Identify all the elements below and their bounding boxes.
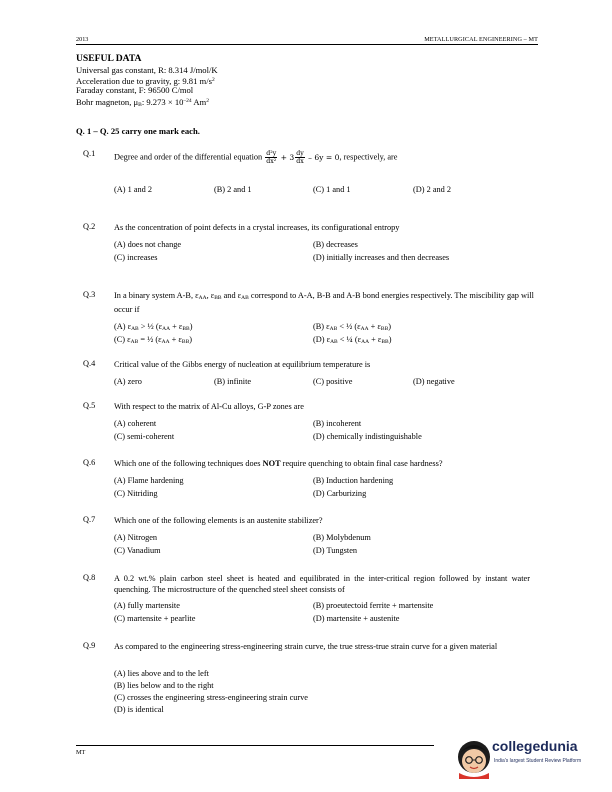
option-b: (B) decreases [313, 240, 358, 249]
option-a: (A) fully martensite [114, 601, 180, 610]
question-number: Q.5 [83, 401, 96, 410]
option-a: (A) Nitrogen [114, 533, 158, 542]
option-c: (C) 1 and 1 [313, 185, 351, 194]
option-d: (D) negative [413, 377, 455, 386]
option-c: (C) εAB = ½ (εAA + εBB) [114, 335, 193, 345]
logo-tagline: India's largest Student Review Platform [494, 758, 582, 764]
option-a: (A) zero [114, 377, 142, 386]
option-d: (D) martensite + austenite [313, 614, 400, 623]
option-d: (D) is identical [114, 705, 164, 714]
footer-divider [76, 745, 434, 746]
section-heading: Q. 1 – Q. 25 carry one mark each. [76, 126, 200, 136]
option-c: (C) crosses the engineering stress-engineering strain curve [114, 693, 308, 702]
logo-wordmark: collegedunia [492, 738, 578, 754]
option-b: (B) incoherent [313, 419, 362, 428]
paper-title: METALLURGICAL ENGINEERING – MT [424, 36, 538, 43]
question-text: As the concentration of point defects in a crystal increases, its configurational entropy [114, 223, 400, 232]
option-c: (C) Vanadium [114, 546, 161, 555]
gas-constant: Universal gas constant, R: 8.314 J/mol/K [76, 65, 218, 75]
option-b: (B) infinite [214, 377, 252, 386]
question-number: Q.7 [83, 515, 96, 524]
gravity-constant: Acceleration due to gravity, g: 9.81 $m/s^2$ [76, 76, 215, 86]
exam-year: 2013 [76, 36, 89, 43]
faraday-constant: Faraday constant, F: 96500 C/mol [76, 85, 194, 95]
question-text: Critical value of the Gibbs energy of nucleation at equilibrium temperature is [114, 360, 371, 369]
question-number: Q.1 [83, 149, 96, 158]
differential-equation: $\frac{\text{d²y}}{\text{dx²}}$ + 3 $\frac{dy}{dx}$ – 6y = 0 [266, 150, 340, 165]
option-c: (C) increases [114, 253, 158, 262]
option-b: (B) 2 and 1 [214, 185, 252, 194]
question-number: Q.6 [83, 458, 96, 467]
option-a: (A) εAB > ½ (εAA + εBB) [114, 322, 193, 332]
option-c: (C) Nitriding [114, 489, 158, 498]
question-number: Q.4 [83, 359, 96, 368]
option-d: (D) chemically indistinguishable [313, 432, 422, 441]
option-b: (B) Induction hardening [313, 476, 394, 485]
footer-code: MT [76, 749, 86, 756]
bohr-magneton: Bohr magneton, μB: $9.273 \times 10^{-24}$ Am$^2$ [76, 97, 209, 108]
option-c: (C) martensite + pearlite [114, 614, 196, 623]
option-c: (C) semi-coherent [114, 432, 175, 441]
question-text: As compared to the engineering stress-engineering strain curve, the true stress-true strain curve for a given material [114, 642, 498, 651]
option-d: (D) Carburizing [313, 489, 367, 498]
option-d: (D) εAB < ¼ (εAA + εBB) [313, 335, 392, 345]
option-a: (A) lies above and to the left [114, 669, 209, 678]
option-a: (A) Flame hardening [114, 476, 184, 485]
question-number: Q.2 [83, 222, 96, 231]
question-text: Degree and order of the differential equation $\frac{\text{d²y}}{\text{dx²}}$ + 3 $\frac{dy}{dx}$ – 6y = 0, respectively, are [114, 150, 398, 165]
option-a: (A) coherent [114, 419, 157, 428]
question-number: Q.8 [83, 573, 96, 582]
option-d: (D) initially increases and then decreases [313, 253, 450, 262]
option-b: (B) proeutectoid ferrite + martensite [313, 601, 434, 610]
question-text: With respect to the matrix of Al-Cu alloys, G-P zones are [114, 402, 304, 411]
option-d: (D) Tungsten [313, 546, 358, 555]
option-a: (A) 1 and 2 [114, 185, 153, 194]
question-text: Which one of the following elements is an austenite stabilizer? [114, 516, 323, 525]
option-c: (C) positive [313, 377, 353, 386]
option-b: (B) εAB < ½ (εAA + εBB) [313, 322, 392, 332]
question-text: Which one of the following techniques does NOT require quenching to obtain final case hardness? [114, 459, 443, 468]
question-text: In a binary system A-B, εAA, εBB and εAB correspond to A-A, B-B and A-B bond energies respectively. The miscibility gap will occur if [114, 291, 534, 314]
useful-data-title: USEFUL DATA [76, 53, 142, 64]
option-d: (D) 2 and 2 [413, 185, 452, 194]
question-number: Q.3 [83, 290, 96, 299]
header-divider [76, 44, 538, 45]
option-b: (B) Molybdenum [313, 533, 371, 542]
question-text: A 0.2 wt.% plain carbon steel sheet is heated and equilibrated in the inter-critical region followed by instant water quenching. The microstructure of the quenched steel sheet consists of [114, 574, 530, 594]
option-b: (B) lies below and to the right [114, 681, 214, 690]
option-a: (A) does not change [114, 240, 182, 249]
question-number: Q.9 [83, 641, 96, 650]
